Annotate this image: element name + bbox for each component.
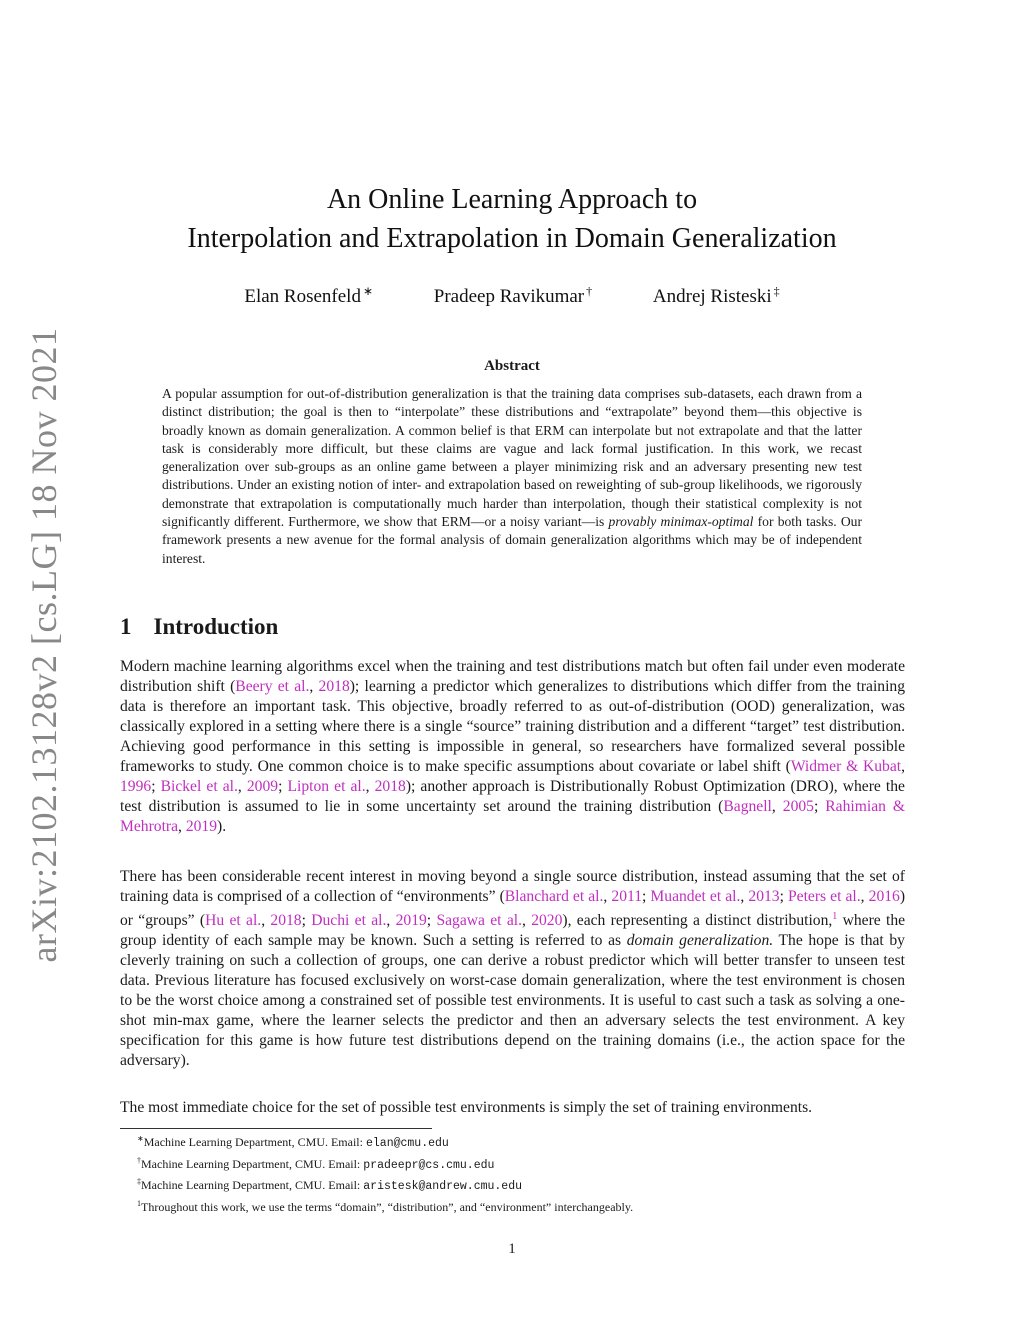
- footnote-mark: †: [137, 1155, 141, 1165]
- emphasis-text: domain generalization.: [626, 932, 774, 949]
- arxiv-stamp: [14, 0, 74, 1325]
- footnote: [137, 1131, 907, 1153]
- abstract-emphasis: provably minimax-optimal: [608, 514, 754, 530]
- email-link[interactable]: aristesk@andrew.cmu.edu: [363, 1180, 523, 1193]
- citation-link[interactable]: 2009: [246, 778, 279, 795]
- citation-link[interactable]: 2018: [270, 912, 302, 929]
- citation-link[interactable]: 2019: [395, 912, 427, 929]
- body-text: ) or “groups” (: [120, 888, 906, 929]
- paragraph-2: [120, 867, 905, 1071]
- body-text: The hope is that by cleverly training on such a collection of groups, one can derive a robust predictor which will better transfer to unseen test data. Previous literature has focused exclusively on worst-case domain generalization, where the test environment is chosen to be the worst choice among a constrained set of possible test environments. It is useful to cast such a task as solving a one-shot min-max game, where the learner selects the predictor and then an adversary selects the test environment. A key specification for this game is how future test distributions depend on the training domains (i.e., the action space for the adversary).: [120, 932, 905, 1069]
- footnote-text: Machine Learning Department, CMU. Email:: [143, 1135, 366, 1149]
- body-text: Modern machine learning algorithms excel when the training and test distributions match but often fail under even moderate distribution shift (: [120, 658, 905, 695]
- footnote-mark: 1: [137, 1198, 141, 1208]
- body-text: ,: [261, 912, 271, 929]
- author-mark: ∗: [362, 284, 374, 298]
- footnote: [137, 1174, 907, 1196]
- citation-link[interactable]: Sagawa et al.: [436, 912, 522, 929]
- footnote-mark: ∗: [137, 1134, 144, 1143]
- body-text: ); another approach is Distributionally Robust Optimization (DRO), where the test distribution is assumed to lie in some uncertainty set around the training distribution (: [120, 778, 905, 815]
- author-name: Pradeep Ravikumar: [433, 286, 585, 307]
- body-text: ;: [151, 778, 161, 795]
- citation-link[interactable]: Lipton et al.: [287, 778, 366, 795]
- author: [434, 284, 592, 308]
- body-text: ,: [740, 888, 749, 905]
- footnote: [137, 1153, 907, 1175]
- citation-link[interactable]: 2018: [318, 678, 350, 695]
- citation-link[interactable]: Beery et al.: [235, 678, 310, 695]
- paper-title: [120, 180, 904, 258]
- author-mark: †: [586, 284, 593, 298]
- body-text: ;: [426, 912, 437, 929]
- citation-link[interactable]: Peters et al.: [787, 888, 861, 905]
- page-number: 1: [508, 1241, 516, 1257]
- footnote-text: Throughout this work, we use the terms “domain”, “distribution”, and “environment” interchangeably.: [141, 1199, 634, 1214]
- citation-link[interactable]: 2020: [531, 912, 563, 929]
- body-text: ,: [178, 818, 186, 835]
- author-name: Andrej Risteski: [652, 286, 772, 307]
- footnote-divider: [120, 1128, 432, 1129]
- body-text: ;: [779, 888, 788, 905]
- body-text: ,: [386, 912, 396, 929]
- paragraph-1: [120, 657, 905, 837]
- citation-link[interactable]: Bagnell: [723, 798, 772, 815]
- body-text: There has been considerable recent interest in moving beyond a single source distribution, instead assuming that the set of training data is comprised of a collection of “environments” (: [120, 868, 905, 905]
- author-mark: ‡: [773, 284, 780, 298]
- abstract-body: [162, 385, 862, 568]
- paragraph-3: The most immediate choice for the set of possible test environments is simply the set of training environments.: [120, 1099, 813, 1116]
- title-line-2: Interpolation and Extrapolation in Domain Generalization: [187, 223, 837, 254]
- footnote: [137, 1196, 907, 1216]
- citation-link[interactable]: Hu et al.: [205, 912, 262, 929]
- body-text: where the group identity of each sample may be known. Such a setting is referred to as: [120, 912, 906, 949]
- citation-link[interactable]: Muandet et al.: [650, 888, 741, 905]
- footnotes: [137, 1131, 907, 1215]
- citation-link[interactable]: 2013: [748, 888, 780, 905]
- author: [653, 284, 780, 308]
- citation-link[interactable]: 2018: [374, 778, 406, 795]
- abstract-heading: Abstract: [484, 358, 540, 374]
- title-line-1: An Online Learning Approach to: [326, 184, 698, 215]
- body-text: ,: [860, 888, 869, 905]
- body-text: ;: [278, 778, 288, 795]
- citation-link[interactable]: 2019: [185, 818, 218, 835]
- body-text: ,: [603, 888, 612, 905]
- citation-link[interactable]: Blanchard et al.: [504, 888, 604, 905]
- section-title: Introduction: [153, 614, 279, 639]
- author: [244, 284, 373, 308]
- body-text: ,: [771, 798, 783, 815]
- author-list: [120, 284, 904, 308]
- footnote-text: Machine Learning Department, CMU. Email:: [141, 1178, 364, 1192]
- citation-link[interactable]: Widmer & Kubat: [790, 758, 902, 775]
- citation-link[interactable]: Rahimian & Mehrotra: [120, 798, 906, 835]
- email-link[interactable]: pradeepr@cs.cmu.edu: [363, 1158, 495, 1172]
- body-text: ;: [813, 798, 826, 815]
- citation-link[interactable]: 2005: [782, 798, 814, 815]
- citation-link[interactable]: 1996: [120, 778, 152, 795]
- section-number: 1: [120, 614, 132, 639]
- author-name: Elan Rosenfeld: [244, 286, 361, 307]
- body-text: ), each representing a distinct distribution,: [562, 912, 833, 929]
- body-text: ).: [217, 818, 227, 835]
- citation-link[interactable]: Bickel et al.: [160, 778, 238, 795]
- body-text: ,: [309, 678, 319, 695]
- abstract-text: for both tasks. Our framework presents a new avenue for the formal analysis of domain generalization algorithms which may be of independent interest.: [162, 514, 862, 566]
- footnote-text: Machine Learning Department, CMU. Email:: [141, 1156, 364, 1171]
- body-text: ;: [642, 888, 651, 905]
- abstract-text: A popular assumption for out-of-distribution generalization is that the training data comprises sub-datasets, each drawn from a distinct distribution; the goal is then to “interpolate” these distributions and “extrapolate” beyond them—this objective is broadly known as domain generalization. A common belief is that ERM can interpolate but not extrapolate and that the latter task is considerably more difficult, but these claims are vague and lack formal justification. In this work, we recast generalization over sub-groups as an online game between a player minimizing risk and an adversary presenting new test distributions. Under an existing notion of inter- and extrapolation based on reweighting of sub-group likelihoods, we rigorously demonstrate that extrapolation is computationally much harder than interpolation, though their statistical complexity is not significantly different. Furthermore, we show that ERM—or a noisy variant—is: [162, 386, 862, 530]
- email-link[interactable]: elan@cmu.edu: [365, 1137, 449, 1150]
- arxiv-id-text: arXiv:2102.13128v2 [cs.LG] 18 Nov 2021: [24, 327, 64, 963]
- body-text: ); learning a predictor which generalizes to distributions which differ from the training data is therefore an important task. This objective, broadly referred to as out-of-distribution (OOD) generalization, was classically explored in a setting where there is a single “source” training distribution and a different “target” test distribution. Achieving good performance in this setting is impossible in general, so researchers have formalized several possible frameworks to study. One common choice is to make specific assumptions about covariate or label shift (: [120, 678, 906, 775]
- section-heading: [120, 614, 278, 640]
- body-text: ,: [521, 912, 532, 929]
- body-text: ,: [365, 778, 375, 795]
- body-text: ,: [901, 758, 905, 775]
- citation-link[interactable]: 2016: [868, 888, 900, 905]
- footnote-mark: ‡: [137, 1177, 141, 1186]
- citation-link[interactable]: 2011: [611, 888, 643, 905]
- body-text: ,: [237, 778, 247, 795]
- citation-link[interactable]: Duchi et al.: [311, 912, 387, 929]
- footnote-ref-link[interactable]: 1: [832, 911, 838, 922]
- body-text: ;: [301, 912, 312, 929]
